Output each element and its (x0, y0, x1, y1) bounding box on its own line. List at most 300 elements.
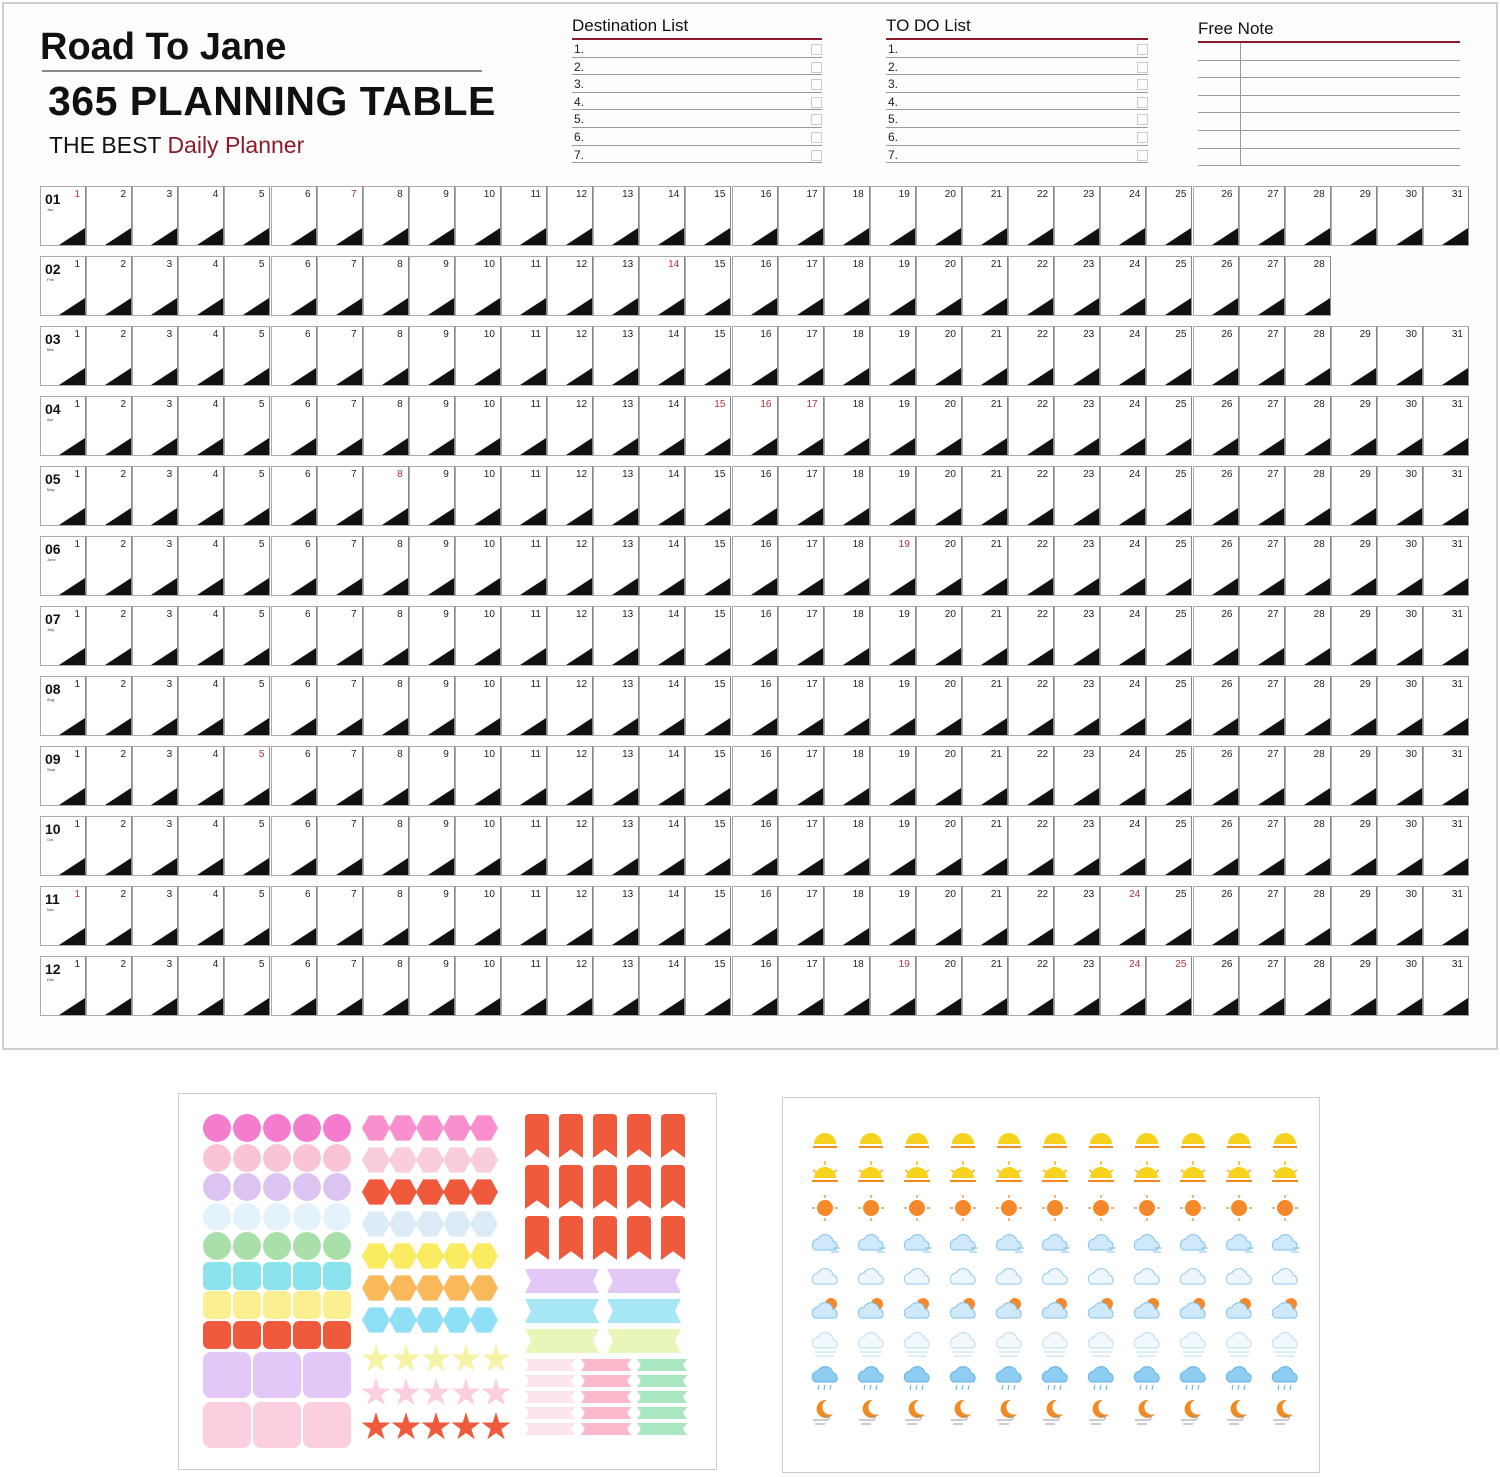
list-line[interactable] (886, 58, 1148, 76)
list-line[interactable] (886, 93, 1148, 111)
day-cell[interactable] (824, 886, 870, 946)
day-cell[interactable] (1146, 466, 1192, 526)
day-cell[interactable] (178, 606, 224, 666)
day-cell[interactable] (870, 536, 916, 596)
checkbox[interactable] (1137, 114, 1148, 125)
day-cell[interactable] (778, 676, 824, 736)
day-cell[interactable] (778, 326, 824, 386)
day-cell[interactable] (639, 746, 685, 806)
note-line[interactable] (1198, 78, 1460, 96)
day-cell[interactable] (178, 746, 224, 806)
day-cell[interactable] (1377, 186, 1423, 246)
day-cell[interactable] (1377, 746, 1423, 806)
day-cell[interactable] (1423, 396, 1469, 456)
day-cell[interactable] (916, 256, 962, 316)
day-cell[interactable] (547, 326, 593, 386)
day-cell[interactable] (317, 186, 363, 246)
day-cell[interactable] (501, 606, 547, 666)
day-cell[interactable] (1377, 816, 1423, 876)
day-cell[interactable] (271, 466, 317, 526)
day-cell[interactable] (178, 536, 224, 596)
day-cell[interactable] (1008, 256, 1054, 316)
day-cell[interactable] (132, 466, 178, 526)
day-cell[interactable] (962, 676, 1008, 736)
checkbox[interactable] (811, 114, 822, 125)
checkbox[interactable] (811, 132, 822, 143)
checkbox[interactable] (1137, 132, 1148, 143)
day-cell[interactable] (1423, 676, 1469, 736)
day-cell[interactable] (732, 466, 778, 526)
day-cell[interactable] (1054, 676, 1100, 736)
day-cell[interactable] (1146, 256, 1192, 316)
day-cell[interactable] (1331, 886, 1377, 946)
day-cell[interactable] (40, 466, 86, 526)
day-cell[interactable] (685, 676, 731, 736)
day-cell[interactable] (86, 326, 132, 386)
day-cell[interactable] (501, 256, 547, 316)
day-cell[interactable] (1423, 816, 1469, 876)
day-cell[interactable] (40, 326, 86, 386)
day-cell[interactable] (778, 886, 824, 946)
day-cell[interactable] (639, 396, 685, 456)
day-cell[interactable] (778, 396, 824, 456)
day-cell[interactable] (916, 606, 962, 666)
day-cell[interactable] (86, 396, 132, 456)
day-cell[interactable] (778, 256, 824, 316)
day-cell[interactable] (778, 746, 824, 806)
day-cell[interactable] (916, 956, 962, 1016)
list-line[interactable] (886, 75, 1148, 93)
day-cell[interactable] (1193, 396, 1239, 456)
day-cell[interactable] (1331, 396, 1377, 456)
day-cell[interactable] (1239, 256, 1285, 316)
day-cell[interactable] (132, 816, 178, 876)
day-cell[interactable] (824, 396, 870, 456)
day-cell[interactable] (916, 466, 962, 526)
day-cell[interactable] (409, 536, 455, 596)
day-cell[interactable] (501, 956, 547, 1016)
checkbox[interactable] (811, 79, 822, 90)
list-line[interactable] (572, 128, 822, 146)
day-cell[interactable] (501, 466, 547, 526)
day-cell[interactable] (86, 676, 132, 736)
day-cell[interactable] (271, 606, 317, 666)
day-cell[interactable] (455, 466, 501, 526)
day-cell[interactable] (1423, 466, 1469, 526)
day-cell[interactable] (547, 256, 593, 316)
day-cell[interactable] (363, 186, 409, 246)
day-cell[interactable] (1008, 466, 1054, 526)
day-cell[interactable] (1193, 186, 1239, 246)
day-cell[interactable] (271, 676, 317, 736)
day-cell[interactable] (962, 956, 1008, 1016)
day-cell[interactable] (916, 816, 962, 876)
day-cell[interactable] (1146, 816, 1192, 876)
list-line[interactable] (572, 58, 822, 76)
day-cell[interactable] (732, 886, 778, 946)
day-cell[interactable] (1008, 396, 1054, 456)
day-cell[interactable] (732, 746, 778, 806)
day-cell[interactable] (501, 326, 547, 386)
day-cell[interactable] (1377, 606, 1423, 666)
day-cell[interactable] (824, 746, 870, 806)
day-cell[interactable] (1146, 186, 1192, 246)
day-cell[interactable] (409, 466, 455, 526)
day-cell[interactable] (363, 536, 409, 596)
day-cell[interactable] (1008, 816, 1054, 876)
day-cell[interactable] (455, 886, 501, 946)
day-cell[interactable] (1100, 396, 1146, 456)
day-cell[interactable] (40, 186, 86, 246)
day-cell[interactable] (1100, 466, 1146, 526)
day-cell[interactable] (639, 186, 685, 246)
day-cell[interactable] (132, 606, 178, 666)
day-cell[interactable] (271, 256, 317, 316)
day-cell[interactable] (962, 816, 1008, 876)
day-cell[interactable] (593, 956, 639, 1016)
list-line[interactable] (572, 93, 822, 111)
day-cell[interactable] (870, 886, 916, 946)
day-cell[interactable] (40, 676, 86, 736)
day-cell[interactable] (824, 466, 870, 526)
day-cell[interactable] (132, 326, 178, 386)
day-cell[interactable] (824, 256, 870, 316)
day-cell[interactable] (1193, 676, 1239, 736)
day-cell[interactable] (1239, 956, 1285, 1016)
day-cell[interactable] (685, 956, 731, 1016)
day-cell[interactable] (224, 186, 270, 246)
day-cell[interactable] (962, 466, 1008, 526)
day-cell[interactable] (178, 816, 224, 876)
day-cell[interactable] (40, 956, 86, 1016)
day-cell[interactable] (224, 956, 270, 1016)
day-cell[interactable] (224, 746, 270, 806)
day-cell[interactable] (363, 326, 409, 386)
day-cell[interactable] (593, 396, 639, 456)
day-cell[interactable] (1285, 466, 1331, 526)
day-cell[interactable] (1377, 886, 1423, 946)
day-cell[interactable] (962, 746, 1008, 806)
day-cell[interactable] (271, 746, 317, 806)
day-cell[interactable] (1193, 746, 1239, 806)
note-line[interactable] (1198, 149, 1460, 167)
day-cell[interactable] (824, 606, 870, 666)
day-cell[interactable] (1054, 886, 1100, 946)
day-cell[interactable] (1331, 536, 1377, 596)
day-cell[interactable] (455, 816, 501, 876)
day-cell[interactable] (1285, 816, 1331, 876)
day-cell[interactable] (40, 886, 86, 946)
day-cell[interactable] (1193, 536, 1239, 596)
day-cell[interactable] (271, 956, 317, 1016)
day-cell[interactable] (639, 536, 685, 596)
day-cell[interactable] (1008, 956, 1054, 1016)
day-cell[interactable] (870, 606, 916, 666)
day-cell[interactable] (1193, 956, 1239, 1016)
list-line[interactable] (886, 40, 1148, 58)
day-cell[interactable] (224, 816, 270, 876)
day-cell[interactable] (1193, 886, 1239, 946)
checkbox[interactable] (1137, 44, 1148, 55)
checkbox[interactable] (811, 150, 822, 161)
day-cell[interactable] (639, 256, 685, 316)
day-cell[interactable] (224, 676, 270, 736)
day-cell[interactable] (732, 536, 778, 596)
day-cell[interactable] (1239, 396, 1285, 456)
day-cell[interactable] (824, 326, 870, 386)
day-cell[interactable] (224, 396, 270, 456)
day-cell[interactable] (86, 816, 132, 876)
day-cell[interactable] (1008, 676, 1054, 736)
day-cell[interactable] (132, 956, 178, 1016)
day-cell[interactable] (1331, 326, 1377, 386)
day-cell[interactable] (639, 816, 685, 876)
day-cell[interactable] (409, 956, 455, 1016)
checkbox[interactable] (1137, 150, 1148, 161)
list-line[interactable] (572, 146, 822, 164)
day-cell[interactable] (685, 256, 731, 316)
day-cell[interactable] (409, 816, 455, 876)
day-cell[interactable] (1239, 886, 1285, 946)
day-cell[interactable] (593, 466, 639, 526)
day-cell[interactable] (824, 536, 870, 596)
day-cell[interactable] (1285, 256, 1331, 316)
day-cell[interactable] (1008, 606, 1054, 666)
day-cell[interactable] (1423, 326, 1469, 386)
day-cell[interactable] (1146, 536, 1192, 596)
day-cell[interactable] (455, 746, 501, 806)
day-cell[interactable] (1239, 676, 1285, 736)
checkbox[interactable] (811, 97, 822, 108)
day-cell[interactable] (1377, 396, 1423, 456)
day-cell[interactable] (1054, 326, 1100, 386)
day-cell[interactable] (593, 326, 639, 386)
day-cell[interactable] (732, 326, 778, 386)
day-cell[interactable] (1100, 886, 1146, 946)
list-line[interactable] (886, 128, 1148, 146)
day-cell[interactable] (1423, 536, 1469, 596)
day-cell[interactable] (86, 956, 132, 1016)
day-cell[interactable] (455, 956, 501, 1016)
day-cell[interactable] (639, 956, 685, 1016)
day-cell[interactable] (132, 536, 178, 596)
day-cell[interactable] (317, 606, 363, 666)
day-cell[interactable] (409, 256, 455, 316)
day-cell[interactable] (1054, 256, 1100, 316)
day-cell[interactable] (1331, 186, 1377, 246)
day-cell[interactable] (363, 466, 409, 526)
day-cell[interactable] (363, 396, 409, 456)
day-cell[interactable] (1054, 186, 1100, 246)
day-cell[interactable] (824, 676, 870, 736)
day-cell[interactable] (1008, 536, 1054, 596)
day-cell[interactable] (1193, 606, 1239, 666)
list-line[interactable] (572, 110, 822, 128)
day-cell[interactable] (870, 746, 916, 806)
day-cell[interactable] (1377, 956, 1423, 1016)
day-cell[interactable] (1100, 186, 1146, 246)
day-cell[interactable] (501, 186, 547, 246)
day-cell[interactable] (409, 676, 455, 736)
day-cell[interactable] (1054, 816, 1100, 876)
day-cell[interactable] (40, 536, 86, 596)
day-cell[interactable] (1146, 886, 1192, 946)
day-cell[interactable] (317, 746, 363, 806)
day-cell[interactable] (1423, 606, 1469, 666)
day-cell[interactable] (916, 886, 962, 946)
day-cell[interactable] (317, 396, 363, 456)
day-cell[interactable] (501, 676, 547, 736)
day-cell[interactable] (870, 956, 916, 1016)
day-cell[interactable] (732, 816, 778, 876)
day-cell[interactable] (1239, 816, 1285, 876)
list-line[interactable] (572, 40, 822, 58)
day-cell[interactable] (1054, 956, 1100, 1016)
day-cell[interactable] (363, 256, 409, 316)
note-line[interactable] (1198, 96, 1460, 114)
day-cell[interactable] (363, 676, 409, 736)
day-cell[interactable] (732, 396, 778, 456)
day-cell[interactable] (1100, 256, 1146, 316)
day-cell[interactable] (593, 186, 639, 246)
day-cell[interactable] (40, 746, 86, 806)
day-cell[interactable] (501, 886, 547, 946)
day-cell[interactable] (639, 886, 685, 946)
day-cell[interactable] (409, 746, 455, 806)
day-cell[interactable] (1239, 186, 1285, 246)
day-cell[interactable] (86, 606, 132, 666)
day-cell[interactable] (1377, 326, 1423, 386)
day-cell[interactable] (1285, 956, 1331, 1016)
day-cell[interactable] (547, 746, 593, 806)
day-cell[interactable] (962, 886, 1008, 946)
day-cell[interactable] (1239, 536, 1285, 596)
day-cell[interactable] (778, 606, 824, 666)
day-cell[interactable] (224, 256, 270, 316)
day-cell[interactable] (132, 676, 178, 736)
day-cell[interactable] (455, 606, 501, 666)
day-cell[interactable] (317, 256, 363, 316)
day-cell[interactable] (685, 606, 731, 666)
day-cell[interactable] (1146, 326, 1192, 386)
day-cell[interactable] (1008, 326, 1054, 386)
day-cell[interactable] (547, 186, 593, 246)
day-cell[interactable] (1285, 536, 1331, 596)
day-cell[interactable] (547, 606, 593, 666)
day-cell[interactable] (1377, 466, 1423, 526)
day-cell[interactable] (778, 536, 824, 596)
day-cell[interactable] (962, 536, 1008, 596)
day-cell[interactable] (1054, 606, 1100, 666)
day-cell[interactable] (132, 256, 178, 316)
day-cell[interactable] (1193, 816, 1239, 876)
day-cell[interactable] (593, 536, 639, 596)
day-cell[interactable] (1054, 396, 1100, 456)
day-cell[interactable] (1285, 186, 1331, 246)
day-cell[interactable] (178, 186, 224, 246)
day-cell[interactable] (870, 396, 916, 456)
day-cell[interactable] (1285, 396, 1331, 456)
list-line[interactable] (886, 110, 1148, 128)
day-cell[interactable] (1100, 536, 1146, 596)
day-cell[interactable] (501, 746, 547, 806)
day-cell[interactable] (40, 606, 86, 666)
day-cell[interactable] (593, 746, 639, 806)
day-cell[interactable] (547, 536, 593, 596)
day-cell[interactable] (870, 466, 916, 526)
day-cell[interactable] (1331, 606, 1377, 666)
day-cell[interactable] (870, 326, 916, 386)
day-cell[interactable] (317, 676, 363, 736)
day-cell[interactable] (732, 256, 778, 316)
day-cell[interactable] (1377, 536, 1423, 596)
day-cell[interactable] (86, 746, 132, 806)
day-cell[interactable] (409, 396, 455, 456)
day-cell[interactable] (685, 326, 731, 386)
day-cell[interactable] (178, 396, 224, 456)
day-cell[interactable] (1100, 746, 1146, 806)
day-cell[interactable] (224, 466, 270, 526)
list-line[interactable] (572, 75, 822, 93)
note-line[interactable] (1198, 113, 1460, 131)
day-cell[interactable] (1008, 186, 1054, 246)
day-cell[interactable] (224, 326, 270, 386)
day-cell[interactable] (363, 886, 409, 946)
day-cell[interactable] (1285, 746, 1331, 806)
day-cell[interactable] (455, 326, 501, 386)
day-cell[interactable] (593, 816, 639, 876)
day-cell[interactable] (409, 886, 455, 946)
day-cell[interactable] (178, 466, 224, 526)
day-cell[interactable] (455, 676, 501, 736)
day-cell[interactable] (916, 676, 962, 736)
day-cell[interactable] (1331, 956, 1377, 1016)
day-cell[interactable] (962, 186, 1008, 246)
day-cell[interactable] (178, 676, 224, 736)
day-cell[interactable] (40, 816, 86, 876)
list-line[interactable] (886, 146, 1148, 164)
checkbox[interactable] (811, 44, 822, 55)
day-cell[interactable] (824, 816, 870, 876)
checkbox[interactable] (1137, 97, 1148, 108)
day-cell[interactable] (639, 676, 685, 736)
day-cell[interactable] (824, 186, 870, 246)
day-cell[interactable] (224, 606, 270, 666)
day-cell[interactable] (1146, 606, 1192, 666)
day-cell[interactable] (778, 816, 824, 876)
day-cell[interactable] (1193, 256, 1239, 316)
day-cell[interactable] (409, 186, 455, 246)
day-cell[interactable] (916, 746, 962, 806)
day-cell[interactable] (224, 536, 270, 596)
note-line[interactable] (1198, 131, 1460, 149)
day-cell[interactable] (1146, 746, 1192, 806)
day-cell[interactable] (271, 326, 317, 386)
checkbox[interactable] (811, 62, 822, 73)
day-cell[interactable] (224, 886, 270, 946)
day-cell[interactable] (778, 186, 824, 246)
day-cell[interactable] (1193, 466, 1239, 526)
day-cell[interactable] (1193, 326, 1239, 386)
day-cell[interactable] (685, 396, 731, 456)
day-cell[interactable] (870, 676, 916, 736)
day-cell[interactable] (1239, 466, 1285, 526)
day-cell[interactable] (271, 536, 317, 596)
day-cell[interactable] (1285, 676, 1331, 736)
day-cell[interactable] (1331, 746, 1377, 806)
day-cell[interactable] (363, 746, 409, 806)
day-cell[interactable] (455, 256, 501, 316)
